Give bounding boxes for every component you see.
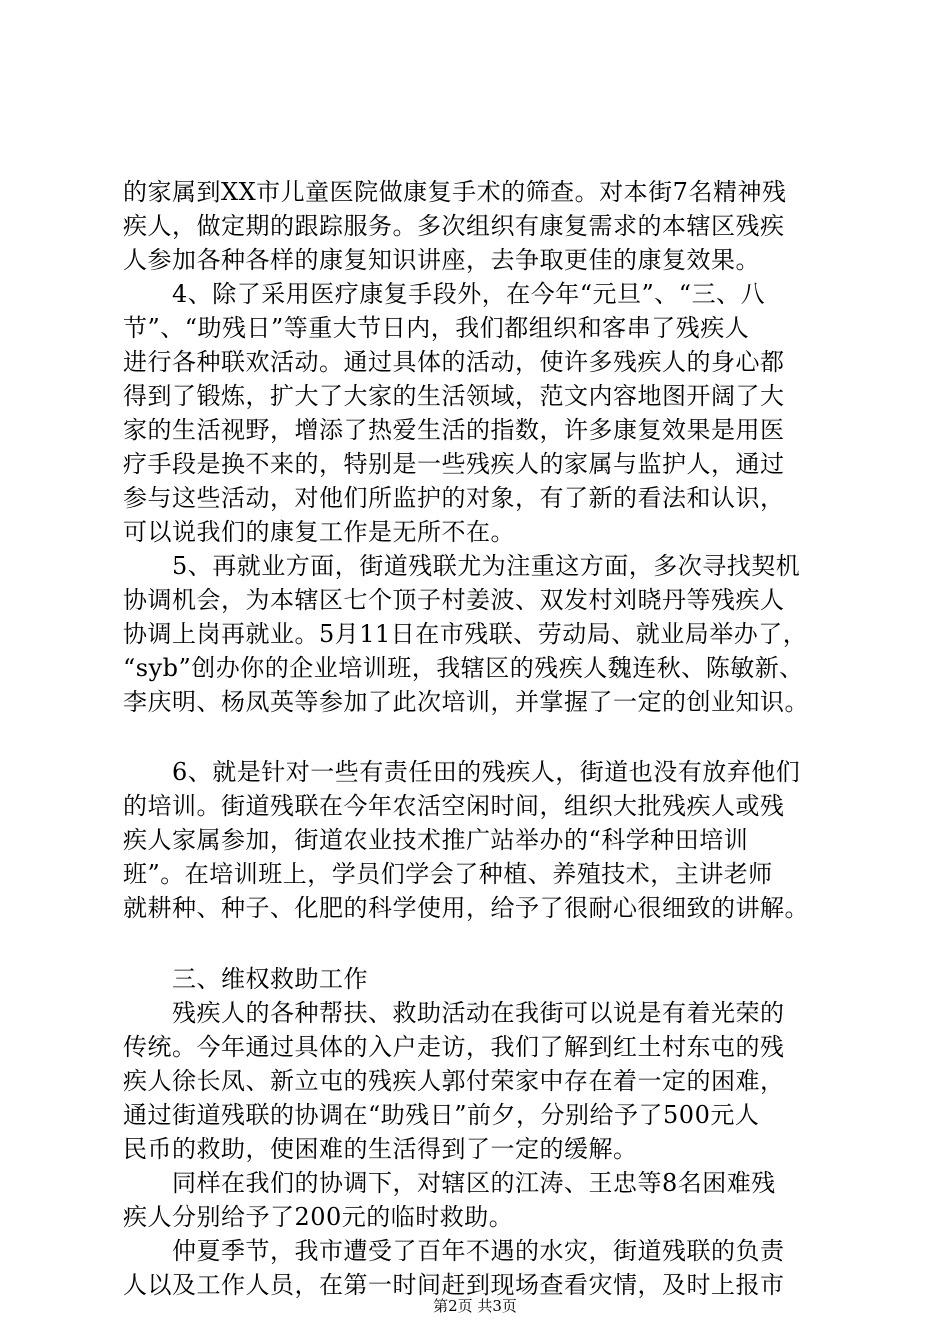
- body-text-line: 得到了锻炼，扩大了大家的生活领域，范文内容地图开阔了大: [123, 382, 785, 410]
- body-text-line: 同样在我们的协调下，对辖区的江涛、王忠等8名困难残: [123, 1169, 776, 1197]
- body-text-line: 残疾人的各种帮扶、救助活动在我街可以说是有着光荣的: [123, 999, 785, 1027]
- body-text-line: 通过街道残联的协调在“助残日”前夕，分别给予了500元人: [123, 1101, 760, 1129]
- body-text-line: 进行各种联欢活动。通过具体的活动，使许多残疾人的身心都: [123, 348, 785, 376]
- body-text-line: 人参加各种各样的康复知识讲座，去争取更佳的康复效果。: [123, 246, 760, 274]
- body-text-line: 就耕种、种子、化肥的科学使用，给予了很耐心很细致的讲解。: [123, 894, 809, 922]
- body-text-line: 班”。在培训班上，学员们学会了种植、养殖技术，主讲老师: [123, 860, 773, 888]
- body-text-line: 的培训。街道残联在今年农活空闲时间，组织大批残疾人或残: [123, 792, 785, 820]
- body-text-line: 参与这些活动，对他们所监护的对象，有了新的看法和认识，: [123, 484, 785, 512]
- body-text-line: 协调上岗再就业。5月11日在市残联、劳动局、就业局举办了，: [123, 620, 808, 648]
- body-text-line: 传统。今年通过具体的入户走访，我们了解到红土村东屯的残: [123, 1033, 785, 1061]
- page-number-footer: 第2页 共3页: [433, 1297, 517, 1315]
- body-text-line: 疾人分别给予了200元的临时救助。: [123, 1203, 514, 1231]
- body-text-line: “syb”创办你的企业培训班，我辖区的残疾人魏连秋、陈敏新、: [123, 654, 804, 682]
- body-text-line: 可以说我们的康复工作是无所不在。: [123, 518, 515, 546]
- body-text-line: 疾人徐长凤、新立屯的残疾人郭付荣家中存在着一定的困难，: [123, 1067, 785, 1095]
- body-text-line: 李庆明、杨凤英等参加了此次培训，并掌握了一定的创业知识。: [123, 688, 809, 716]
- body-text-line: 协调机会，为本辖区七个顶子村姜波、双发村刘晓丹等残疾人: [123, 586, 785, 614]
- body-text-line: 疾人家属参加，街道农业技术推广站举办的“科学种田培训: [123, 826, 749, 854]
- body-text-line: 仲夏季节，我市遭受了百年不遇的水灾，街道残联的负责: [123, 1237, 785, 1265]
- body-text-line: 疗手段是换不来的，特别是一些残疾人的家属与监护人，通过: [123, 450, 785, 478]
- body-text-line: 4、除了采用医疗康复手段外，在今年“元旦”、“三、八: [123, 280, 766, 308]
- body-text-line: 疾人，做定期的跟踪服务。多次组织有康复需求的本辖区残疾: [123, 212, 785, 240]
- body-text-line: 5、再就业方面，街道残联尤为注重这方面，多次寻找契机: [123, 552, 801, 580]
- section-heading: 三、维权救助工作: [123, 965, 368, 993]
- body-text-line: 家的生活视野，增添了热爱生活的指数，许多康复效果是用医: [123, 416, 785, 444]
- body-text-line: 节”、“助残日”等重大节日内，我们都组织和客串了残疾人: [123, 314, 750, 342]
- body-text-line: 人以及工作人员，在第一时间赶到现场查看灾情，及时上报市: [123, 1271, 785, 1299]
- body-text-line: 民币的救助，使困难的生活得到了一定的缓解。: [123, 1135, 638, 1163]
- body-text-line: 6、就是针对一些有责任田的残疾人，街道也没有放弃他们: [123, 758, 801, 786]
- body-text-line: 的家属到XX市儿童医院做康复手术的筛查。对本街7名精神残: [123, 178, 787, 206]
